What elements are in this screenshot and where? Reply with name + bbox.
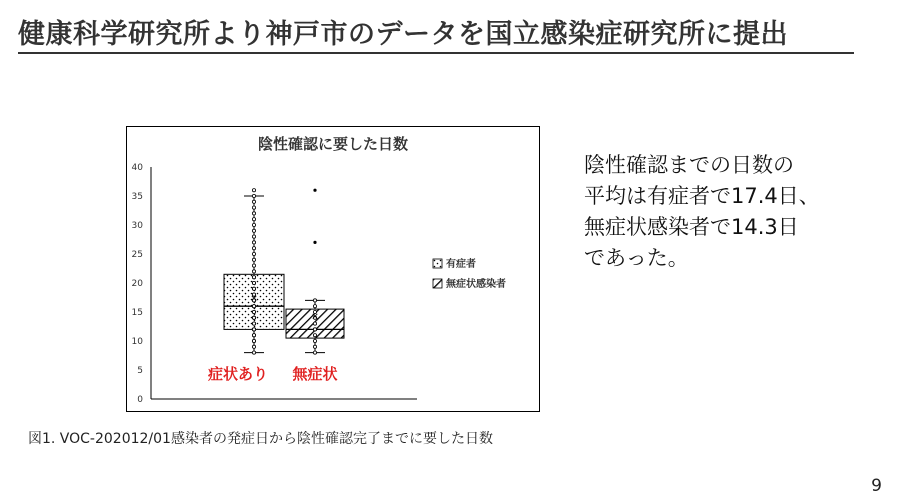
data-point — [252, 351, 255, 354]
box-plot-chart — [126, 126, 540, 412]
data-point — [313, 322, 316, 325]
y-tick-label: 0 — [137, 395, 143, 405]
data-point — [252, 218, 255, 221]
data-point — [252, 247, 255, 250]
data-point — [252, 276, 255, 279]
data-point — [252, 206, 255, 209]
data-point — [313, 305, 316, 308]
y-tick-label: 10 — [131, 337, 143, 347]
box-series — [224, 189, 284, 355]
data-point — [252, 328, 255, 331]
group-label: 無症状 — [292, 365, 338, 383]
summary-line: 無症状感染者で14.3日 — [584, 215, 799, 239]
summary-line: 陰性確認までの日数の — [584, 153, 794, 177]
outlier-point — [313, 189, 316, 192]
chart-title: 陰性確認に要した日数 — [257, 135, 409, 153]
data-point — [252, 339, 255, 342]
y-tick-label: 40 — [131, 163, 143, 173]
y-tick-label: 15 — [131, 308, 143, 318]
data-point — [252, 264, 255, 267]
chart-canvas — [127, 127, 539, 411]
data-point — [252, 310, 255, 313]
data-point — [252, 235, 255, 238]
legend-swatch — [433, 259, 442, 268]
legend-swatch — [433, 279, 442, 288]
data-point — [313, 351, 316, 354]
outlier-point — [313, 241, 316, 244]
data-point — [252, 200, 255, 203]
data-point — [252, 281, 255, 284]
title-underline — [18, 52, 854, 54]
boxes-group — [224, 189, 344, 355]
y-tick-label: 20 — [131, 279, 143, 289]
data-point — [252, 322, 255, 325]
data-point — [252, 223, 255, 226]
data-point — [313, 328, 316, 331]
data-point — [252, 241, 255, 244]
slide-title: 健康科学研究所より神戸市のデータを国立感染症研究所に提出 — [18, 19, 788, 50]
data-point — [313, 345, 316, 348]
y-tick-label: 30 — [131, 221, 143, 231]
data-point — [252, 345, 255, 348]
data-point — [252, 194, 255, 197]
mean-marker: × — [250, 294, 258, 305]
data-point — [252, 305, 255, 308]
legend-label: 有症者 — [446, 259, 476, 270]
box-series — [286, 189, 344, 355]
data-point — [252, 229, 255, 232]
data-point — [313, 299, 316, 302]
data-point — [313, 334, 316, 337]
y-tick-label: 5 — [137, 366, 143, 376]
figure-caption: 図1. VOC-202012/01感染者の発症日から陰性確認完了までに要した日数 — [28, 431, 493, 447]
data-point — [252, 270, 255, 273]
summary-text — [584, 150, 884, 274]
summary-line: 平均は有症者で17.4日、 — [584, 184, 820, 208]
data-point — [252, 189, 255, 192]
legend-label: 無症状感染者 — [446, 279, 506, 290]
data-point — [252, 334, 255, 337]
page-number: 9 — [871, 476, 882, 496]
mean-marker: × — [311, 312, 319, 323]
group-label: 症状あり — [207, 365, 269, 383]
data-point — [252, 252, 255, 255]
data-point — [252, 316, 255, 319]
y-tick-label: 25 — [131, 250, 143, 260]
summary-line: であった。 — [584, 246, 689, 270]
data-point — [252, 258, 255, 261]
data-point — [252, 287, 255, 290]
legend — [433, 257, 506, 290]
y-tick-label: 35 — [131, 192, 143, 202]
group-labels — [207, 365, 338, 383]
data-point — [252, 212, 255, 215]
data-point — [313, 339, 316, 342]
